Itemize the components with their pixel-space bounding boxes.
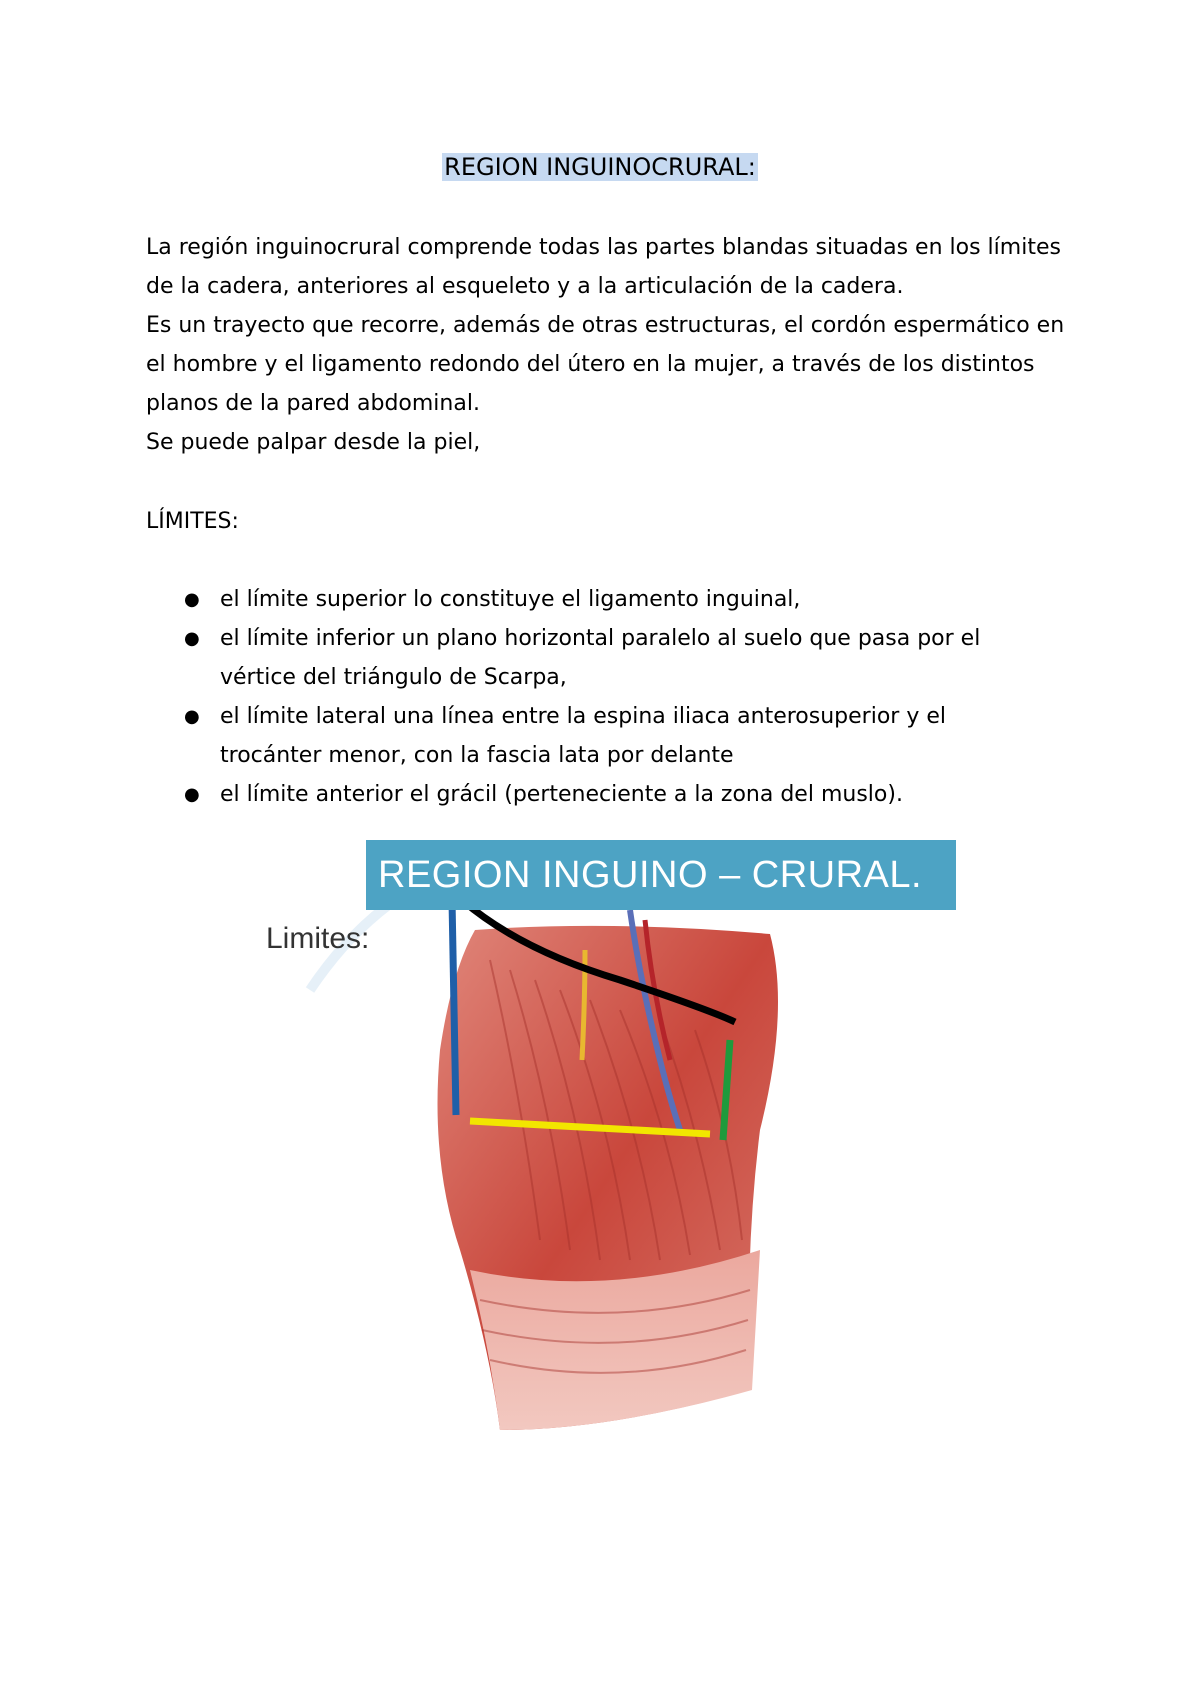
bullet-icon: ● xyxy=(184,706,200,727)
list-item xyxy=(146,697,1026,775)
medial-limit-line xyxy=(452,900,456,1115)
limit-superior: el límite superior lo constituye el ligamento inguinal, xyxy=(220,587,801,612)
figure-label: Limites: xyxy=(266,922,370,955)
anatomy-figure xyxy=(190,830,970,1450)
page-title-text: REGION INGUINOCRURAL: xyxy=(444,153,756,181)
limit-inferior: el límite inferior un plano horizontal paralelo al suelo que pasa por el vértice del triángulo de Scarpa, xyxy=(220,626,981,690)
intro-paragraph-2: Es un trayecto que recorre, además de otras estructuras, el cordón espermático en el hombre y el ligamento redondo del útero en la mujer, a través de los distintos planos de la pared abdominal. xyxy=(146,313,1065,416)
list-item xyxy=(146,580,1026,619)
intro-paragraph-3: Se puede palpar desde la piel, xyxy=(146,430,481,455)
limits-list xyxy=(146,580,1026,814)
bullet-icon: ● xyxy=(184,628,200,649)
page-title xyxy=(0,148,1200,186)
limit-lateral: el límite lateral una línea entre la espina iliaca anterosuperior y el trocánter menor, con la fascia lata por delante xyxy=(220,704,946,768)
bullet-icon: ● xyxy=(184,589,200,610)
limit-anterior: el límite anterior el grácil (perteneciente a la zona del muslo). xyxy=(220,782,903,807)
list-item xyxy=(146,619,1026,697)
list-item xyxy=(146,775,1026,814)
intro-paragraph-1: La región inguinocrural comprende todas las partes blandas situadas en los límites de la cadera, anteriores al esqueleto y a la articulación de la cadera. xyxy=(146,235,1061,299)
intro-section xyxy=(146,228,1086,462)
bullet-icon: ● xyxy=(184,784,200,805)
limits-heading: LÍMITES: xyxy=(146,509,239,534)
figure-banner: REGION INGUINO – CRURAL. xyxy=(366,840,956,910)
